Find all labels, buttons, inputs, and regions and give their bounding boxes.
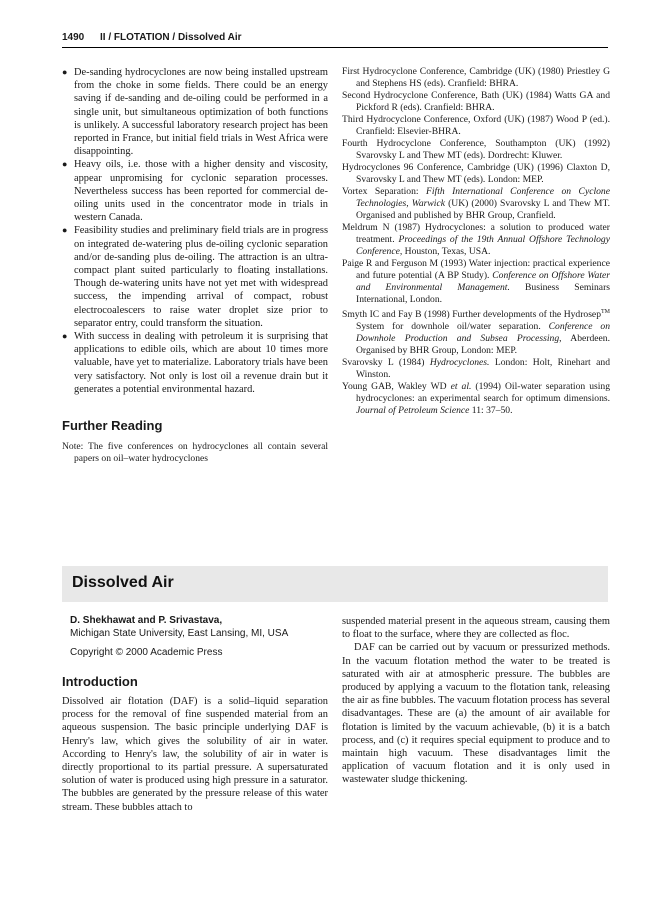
bullet-item: ● De-sanding hydrocyclones are now being installed upstream from the choke in some fields. There could be an energy saving if de-sanding and de-oiling could be performed in a single unit, but simultaneous optimization of both functions is unlikely. A successful laboratory research project has been reported in France, but initial field trials in West Africa were disappointing. xyxy=(62,67,328,158)
running-title: II / FLOTATION / Dissolved Air xyxy=(100,32,242,43)
right-column-top xyxy=(342,66,610,417)
introduction-heading: Introduction xyxy=(62,674,138,689)
left-column-bottom xyxy=(62,615,328,814)
further-reading-heading: Further Reading xyxy=(62,418,163,434)
page-number: 1490 xyxy=(62,32,85,43)
reference-item: Smyth IC and Fay B (1998) Further developments of the Hydrosep™ System for downhole oil/water separation. Conference on Downhole Production and Subsea Processing, Aberdeen. Organised by BHR Group, London: MEP. xyxy=(342,309,610,357)
running-header xyxy=(62,32,608,43)
reference-item: First Hydrocyclone Conference, Cambridge (UK) (1980) Priestley G and Stephens HS (eds). Cranfield: BHRA. xyxy=(342,66,610,89)
bullet-item: ● Feasibility studies and preliminary field trials are in progress on integrated de-watering plus de-oiling cyclonic separation and/or de-sanding plus de-oiling. The attraction is an ultra-compact plant suited particularly to floating installations. Though de-watering units have not yet met with widespread success, the impending arrival of compact, robust electrocoalescers to raise water droplet size prior to separator entry, could transform the situation. xyxy=(62,225,328,329)
bullet-item: ● Heavy oils, i.e. those with a higher density and viscosity, appear unpromising for cyclonic separation processes. Nevertheless success has been reported for commercial de-oiling units used in the concentrator mode in trials in western Canada. xyxy=(62,159,328,224)
article-title-banner xyxy=(62,566,608,602)
article-authors: D. Shekhawat and P. Srivastava, xyxy=(70,615,223,626)
right-column-bottom xyxy=(342,615,610,787)
reference-item: Meldrum N (1987) Hydrocyclones: a solution to produced water treatment. Proceedings of the 19th Annual Offshore Technology Conference, Houston, Texas, USA. xyxy=(342,222,610,257)
reference-item: Third Hydrocyclone Conference, Oxford (UK) (1987) Wood P (ed.). Cranfield: Elsevier-BHRA. xyxy=(342,114,610,137)
copyright-notice: Copyright © 2000 Academic Press xyxy=(70,647,223,658)
bullet-item: ● With success in dealing with petroleum it is surprising that applications to edible oils, which are about 10 times more valuable, have yet to materialize. Laboratory trials have been very satisfactory. Not only is lost oil a revenue drain but it generates a potential environmental hazard. xyxy=(62,331,328,395)
article-title: Dissolved Air xyxy=(72,574,174,591)
reference-item: Young GAB, Wakley WD et al. (1994) Oil-water separation using hydrocyclones: an experimental search for optimum dimensions. Journal of Petroleum Science 11: 37–50. xyxy=(342,381,610,417)
reference-item: Svarovsky L (1984) Hydrocyclones. London: Holt, Rinehart and Winston. xyxy=(342,357,610,381)
left-column-top xyxy=(62,66,328,465)
bullet-dot-icon: ● xyxy=(62,159,68,170)
bullet-dot-icon: ● xyxy=(62,331,68,342)
body-paragraph: suspended material present in the aqueous stream, causing them to float to the surface, where they are collected as floc. xyxy=(342,616,610,641)
header-rule xyxy=(62,47,608,48)
introduction-paragraph: Dissolved air flotation (DAF) is a solid–liquid separation process for the removal of fine suspended material from an aqueous suspension. The basic principle underlying DAF is Henry's law, which gives the solubility of air in water. According to Henry's law, the solubility of air in water is directly proportional to its partial pressure. A supersaturated solution of water is produced using high pressure in a saturator. The bubbles are generated by the pressure release of this water stream. These bubbles attach to xyxy=(62,696,328,813)
reference-item: Second Hydrocyclone Conference, Bath (UK) (1984) Watts GA and Pickford R (eds). Cranfield: BHRA. xyxy=(342,90,610,113)
bullet-dot-icon: ● xyxy=(62,225,68,236)
reference-item: Hydrocyclones 96 Conference, Cambridge (UK) (1996) Claxton D, Svarovsky L and Thew MT (eds). London: MEP. xyxy=(342,162,610,185)
body-paragraph: DAF can be carried out by vacuum or pressurized methods. In the vacuum flotation method the water to be treated is saturated with air at atmospheric pressure. The bubbles are produced by applying a vacuum to the flotation tank, releasing the air as fine bubbles. The vacuum flotation process has several disadvantages. These are (a) the amount of air available for flotation is limited by the vacuum achievable, (b) it is a batch process, and (c) it requires special equipment to produce and to maintain high vacuum. These disadvantages limit the application of vacuum flotation and it is only used in wastewater sludge thickening. xyxy=(342,642,610,786)
reference-list xyxy=(342,66,610,417)
bullet-dot-icon: ● xyxy=(62,67,68,77)
further-reading-note: Note: The five conferences on hydrocyclones all contain several papers on oil–water hydrocyclones xyxy=(62,441,328,465)
reference-item: Vortex Separation: Fifth International Conference on Cyclone Technologies, Warwick (UK) (2000) Svarovsky L and Thew MT. Organised and published by BHR Group, Cranfield. xyxy=(342,186,610,221)
reference-item: Fourth Hydrocyclone Conference, Southampton (UK) (1992) Svarovsky L and Thew MT (eds). Dordrecht: Kluwer. xyxy=(342,138,610,161)
reference-item: Paige R and Ferguson M (1993) Water injection: practical experience and future potential (A BP Study). Conference on Offshore Water and Environmental Management. Business Seminars International, London. xyxy=(342,258,610,305)
author-affiliation: Michigan State University, East Lansing, MI, USA xyxy=(70,628,289,639)
bullet-list xyxy=(62,66,328,396)
